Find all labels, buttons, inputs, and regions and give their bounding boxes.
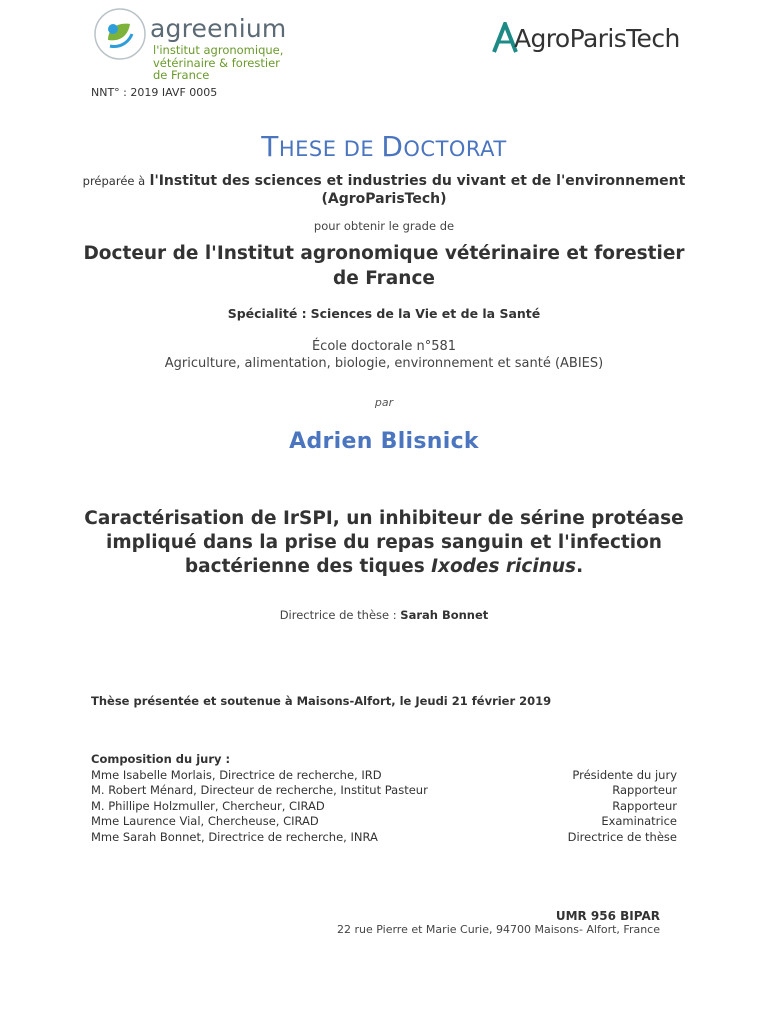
- jury-member: Mme Sarah Bonnet, Directrice de recherche, INRA Directrice de thèse: [91, 829, 677, 844]
- agreenium-tagline: l'institut agronomique, vétérinaire & forestier de France: [153, 43, 284, 82]
- agreenium-logo: [92, 4, 292, 82]
- grade-label: pour obtenir le grade de: [313, 219, 455, 233]
- agreenium-wordmark: agreenium: [150, 14, 287, 43]
- jury-member: M. Phillipe Holzmuller, Chercheur, CIRAD Rapporteur: [91, 798, 677, 813]
- doctoral-school: École doctorale n°581 Agriculture, alimentation, biologie, environnement et santé (ABIES): [164, 339, 604, 371]
- specialty: Spécialité : Sciences de la Vie et de la Santé: [227, 306, 541, 321]
- lab-address: 22 rue Pierre et Marie Curie, 94700 Maisons- Alfort, France: [337, 923, 660, 936]
- degree-title: Docteur de l'Institut agronomique vétérinaire et forestier de France: [83, 243, 685, 289]
- par-label: par: [374, 396, 394, 409]
- nnt-number: NNT° : 2019 IAVF 0005: [91, 86, 218, 99]
- jury-member: Mme Laurence Vial, Chercheuse, CIRAD Examinatrice: [91, 814, 677, 829]
- agreenium-emblem-icon: [92, 6, 148, 62]
- species-name: Ixodes ricinus: [431, 556, 577, 577]
- thesis-title: Caractérisation de IrSPI, un inhibiteur de sérine protéase impliqué dans la prise du repas sanguin et l'infection bactérienne des tiques Ixodes ricinus.: [84, 508, 684, 577]
- lab-unit: UMR 956 BIPAR: [555, 909, 660, 923]
- agroparistech-wordmark: AgroParisTech: [514, 24, 680, 53]
- defense-statement: Thèse présentée et soutenue à Maisons-Alfort, le Jeudi 21 février 2019: [91, 694, 552, 708]
- jury-list: [91, 768, 677, 845]
- jury-member: M. Robert Ménard, Directeur de recherche, Institut Pasteur Rapporteur: [91, 783, 677, 798]
- jury-title: Composition du jury :: [91, 752, 231, 766]
- author-name: Adrien Blisnick: [289, 429, 479, 454]
- jury-member: Mme Isabelle Morlais, Directrice de recherche, IRD Présidente du jury: [91, 768, 677, 782]
- prepared-at: préparée à l'Institut des sciences et industries du vivant et de l'environnement (AgroParisTech): [82, 173, 686, 207]
- agroparistech-logo: [492, 16, 702, 66]
- page-title: THESE DE DOCTORAT: [261, 130, 507, 163]
- thesis-director: Directrice de thèse : Sarah Bonnet: [279, 608, 489, 622]
